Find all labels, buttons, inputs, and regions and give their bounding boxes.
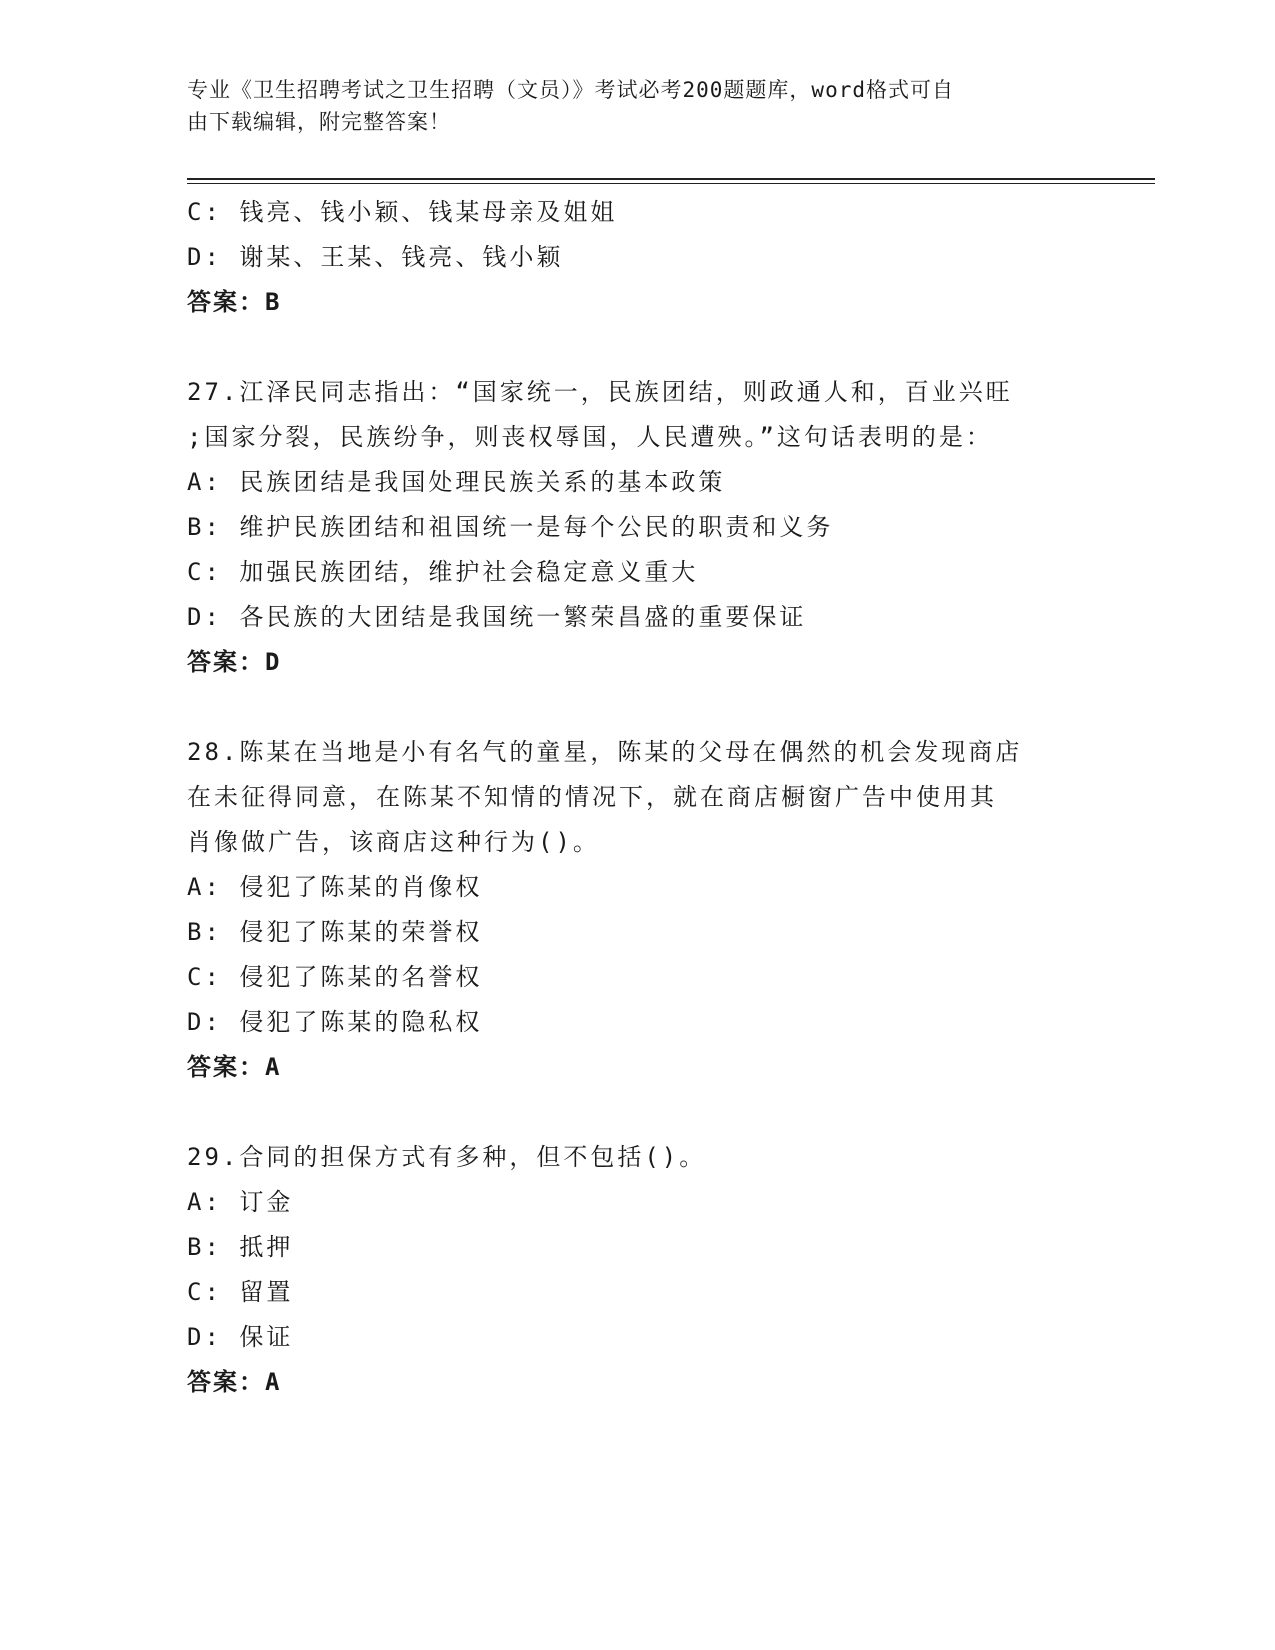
question-list bbox=[187, 190, 1087, 1405]
option-a: A: 订金 bbox=[187, 1188, 294, 1216]
option-b: B: 侵犯了陈某的荣誉权 bbox=[187, 918, 483, 946]
option-b: B: 维护民族团结和祖国统一是每个公民的职责和义务 bbox=[187, 513, 834, 541]
option-d: D: 谢某、王某、钱亮、钱小颖 bbox=[187, 243, 564, 271]
header-line-2: 由下载编辑，附完整答案！ bbox=[187, 110, 451, 134]
option-d: D: 保证 bbox=[187, 1323, 294, 1351]
answer-line: 答案：A bbox=[187, 1368, 282, 1396]
answer-line: 答案：A bbox=[187, 1053, 282, 1081]
option-c: C: 侵犯了陈某的名誉权 bbox=[187, 963, 483, 991]
header-divider-thick bbox=[187, 178, 1155, 180]
option-b: B: 抵押 bbox=[187, 1233, 294, 1261]
question-29 bbox=[187, 1135, 1087, 1405]
document-header bbox=[187, 74, 1067, 138]
question-stem-line: 29.合同的担保方式有多种，但不包括()。 bbox=[187, 1143, 707, 1171]
option-c: C: 钱亮、钱小颖、钱某母亲及姐姐 bbox=[187, 198, 618, 226]
answer-line: 答案：D bbox=[187, 648, 282, 676]
question-stem-line: 28.陈某在当地是小有名气的童星，陈某的父母在偶然的机会发现商店 bbox=[187, 738, 1023, 766]
question-stem-line: 27.江泽民同志指出：“国家统一，民族团结，则政通人和，百业兴旺 bbox=[187, 378, 1013, 406]
question-27 bbox=[187, 370, 1087, 685]
previous-question-tail bbox=[187, 190, 1087, 325]
question-28 bbox=[187, 730, 1087, 1090]
header-line-1: 专业《卫生招聘考试之卫生招聘（文员）》考试必考200题题库，word格式可自 bbox=[187, 78, 954, 102]
header-divider-thin bbox=[187, 183, 1155, 184]
option-d: D: 各民族的大团结是我国统一繁荣昌盛的重要保证 bbox=[187, 603, 807, 631]
option-d: D: 侵犯了陈某的隐私权 bbox=[187, 1008, 483, 1036]
question-stem-line: 在未征得同意，在陈某不知情的情况下，就在商店橱窗广告中使用其 bbox=[187, 783, 997, 811]
answer-line: 答案：B bbox=[187, 288, 282, 316]
option-a: A: 民族团结是我国处理民族关系的基本政策 bbox=[187, 468, 726, 496]
option-a: A: 侵犯了陈某的肖像权 bbox=[187, 873, 483, 901]
option-c: C: 留置 bbox=[187, 1278, 294, 1306]
option-c: C: 加强民族团结，维护社会稳定意义重大 bbox=[187, 558, 699, 586]
question-stem-line: ;国家分裂，民族纷争，则丧权辱国，人民遭殃。”这句话表明的是： bbox=[187, 423, 993, 451]
question-stem-line: 肖像做广告，该商店这种行为()。 bbox=[187, 828, 600, 856]
